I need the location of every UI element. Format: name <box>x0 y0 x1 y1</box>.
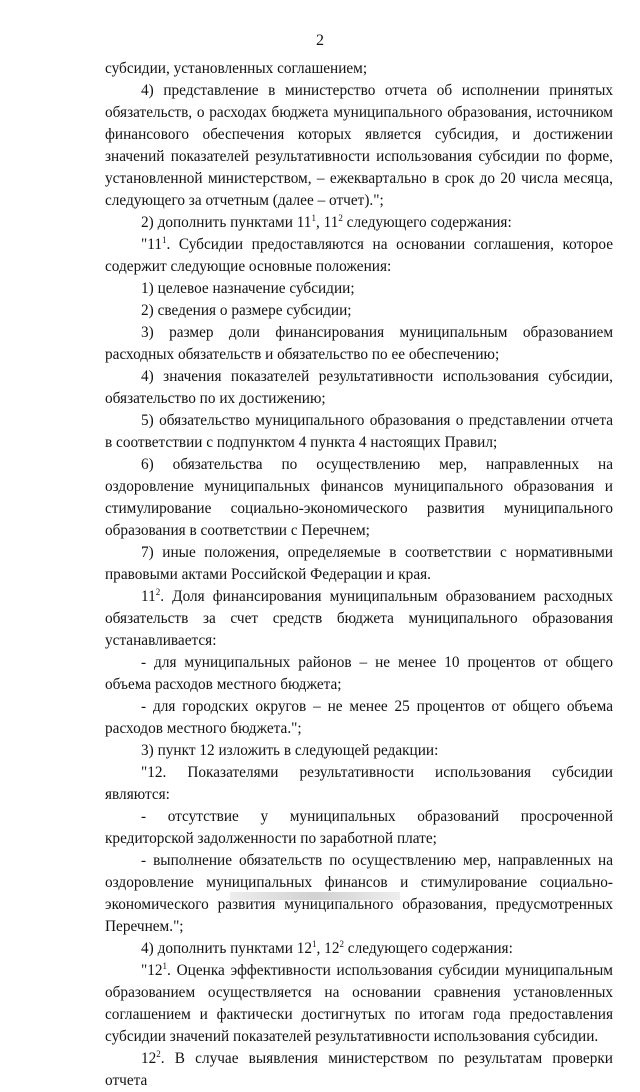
paragraph-text: "12. Показателями результативности использования субсидии являются: <box>105 764 613 803</box>
paragraph-text: "11 <box>141 236 162 253</box>
paragraph-text: субсидии, установленных соглашением; <box>105 60 368 77</box>
paragraph-text: . Оценка эффективности использования субсидии муниципальным образованием осуществляется на основании сравнения установленных соглашением и фактически достигнутых по итогам года предоставления субсидии значений показателей результативности использования субсидии. <box>105 962 613 1045</box>
paragraph-text: - отсутствие у муниципальных образований просроченной кредиторской задолженности по заработной плате; <box>105 808 613 847</box>
paragraph-text: 5) обязательство муниципального образования о представлении отчета в соответствии с подпунктом 4 пункта 4 настоящих Правил; <box>105 412 613 451</box>
paragraph <box>105 1048 613 1092</box>
paragraph <box>105 410 613 454</box>
paragraph <box>105 938 613 960</box>
paragraph <box>105 366 613 410</box>
paragraph-text: 3) пункт 12 изложить в следующей редакции: <box>141 742 439 759</box>
paragraph <box>105 278 613 300</box>
paragraph-text: 4) значения показателей результативности использования субсидии, обязательство по их достижению; <box>105 368 613 407</box>
superscript: 1 <box>312 939 317 949</box>
paragraph <box>105 212 613 234</box>
paragraph-text: 4) дополнить пунктами 12 <box>141 940 313 957</box>
paragraph <box>105 806 613 850</box>
paragraph-text: 1) целевое назначение субсидии; <box>141 280 355 297</box>
paragraph <box>105 300 613 322</box>
paragraph-text: , 11 <box>315 214 339 231</box>
document-body <box>105 58 613 1092</box>
paragraph <box>105 740 613 762</box>
superscript: 1 <box>311 213 316 223</box>
paragraph-text: 3) размер доли финансирования муниципальным образованием расходных обязательств и обязательство по ее обеспечению; <box>105 324 613 363</box>
paragraph <box>105 80 613 212</box>
paragraph-text: . В случае выявления министерством по результатам проверки отчета <box>105 1050 613 1089</box>
paragraph <box>105 234 613 278</box>
paragraph-text: следующего содержания: <box>342 214 512 231</box>
paragraph <box>105 652 613 696</box>
paragraph-text: , 12 <box>316 940 340 957</box>
paragraph-text: следующего содержания: <box>343 940 513 957</box>
paragraph-text: - выполнение обязательств по осуществлению мер, направленных на оздоровление муниципальных финансов и стимулирование социально-экономического развития муниципального образования, предусмотренных Перечнем."; <box>105 852 613 935</box>
paragraph-text: . Субсидии предоставляются на основании соглашения, которое содержит следующие основные положения: <box>105 236 613 275</box>
paragraph <box>105 454 613 542</box>
scan-artifact <box>230 892 400 900</box>
paragraph-text: 11 <box>141 588 156 605</box>
paragraph <box>105 696 613 740</box>
paragraph-text: 2) сведения о размере субсидии; <box>141 302 352 319</box>
paragraph-text: - для городских округов – не менее 25 процентов от общего объема расходов местного бюджета."; <box>105 698 613 737</box>
paragraph <box>105 960 613 1048</box>
paragraph-text: 2) дополнить пунктами 11 <box>141 214 312 231</box>
paragraph <box>105 542 613 586</box>
paragraph-text: "12 <box>141 962 163 979</box>
paragraph-text: 12 <box>141 1050 157 1067</box>
page-number: 2 <box>316 32 324 49</box>
paragraph-text: 6) обязательства по осуществлению мер, направленных на оздоровление муниципальных финансов муниципального образования и стимулирование социально-экономического развития муниципального образования в соответствии с Перечнем; <box>105 456 613 539</box>
superscript: 2 <box>339 939 344 949</box>
superscript: 1 <box>162 961 168 971</box>
superscript: 1 <box>161 235 167 245</box>
paragraph <box>105 586 613 652</box>
paragraph <box>105 762 613 806</box>
paragraph-text: . Доля финансирования муниципальным образованием расходных обязательств за счет средств бюджета муниципального образования устанавливается: <box>105 588 613 649</box>
paragraph-text: 4) представление в министерство отчета об исполнении принятых обязательств, о расходах бюджета муниципального образования, источником финансового обеспечения которых является субсидия, и достижении значений показателей результативности использования субсидии по форме, установленной министерством, – ежеквартально в срок до 20 числа месяца, следующего за отчетным (далее – отчет)."; <box>105 82 613 209</box>
superscript: 2 <box>338 213 343 223</box>
paragraph-text: - для муниципальных районов – не менее 10 процентов от общего объема расходов местного бюджета; <box>105 654 613 693</box>
paragraph-text: 7) иные положения, определяемые в соответствии с нормативными правовыми актами Российской Федерации и края. <box>105 544 613 583</box>
superscript: 2 <box>156 1049 161 1059</box>
superscript: 2 <box>155 587 161 597</box>
paragraph <box>105 58 613 80</box>
paragraph <box>105 322 613 366</box>
